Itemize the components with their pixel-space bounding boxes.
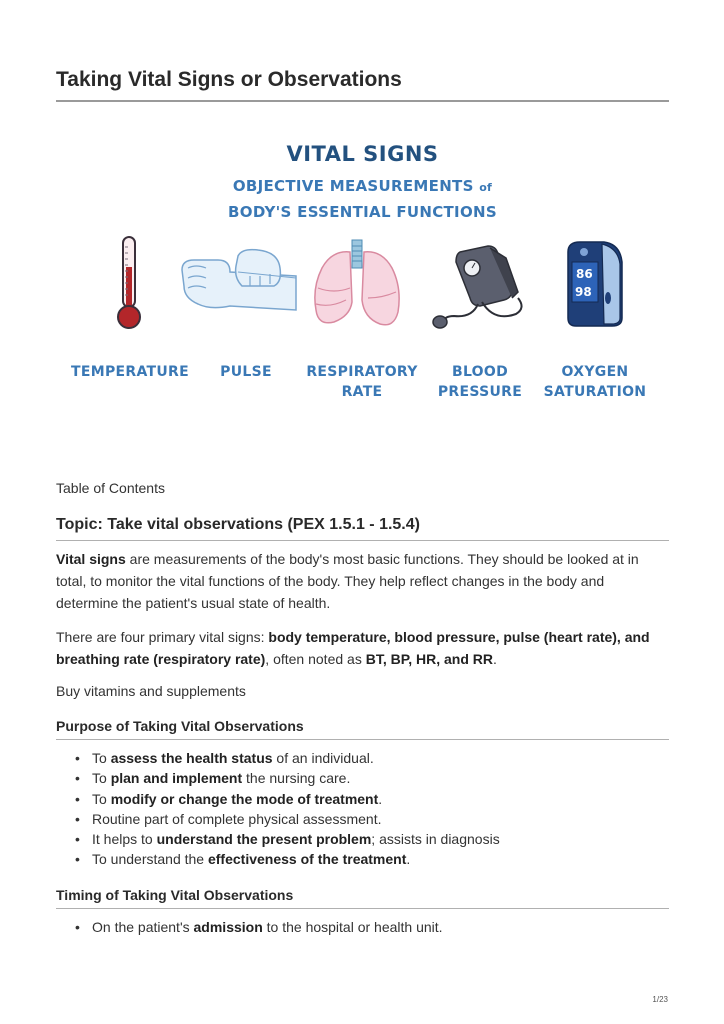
body-text: There are four primary vital signs: <box>56 629 269 645</box>
label-line: SATURATION <box>543 384 647 400</box>
item-bold: understand the present problem <box>156 831 372 848</box>
label-respiratory-rate <box>300 362 424 402</box>
list-item <box>92 849 704 869</box>
item-text: To <box>92 790 111 807</box>
body-text: , often noted as <box>265 651 366 667</box>
bold-text: body temperature, blood pressure, pulse (heart rate), and breathing rate (respiratory rate) <box>56 629 650 667</box>
infographic-title: VITAL SIGNS <box>286 142 439 166</box>
label-line: RATE <box>341 384 383 400</box>
item-text: ; assists in diagnosis <box>371 831 500 848</box>
sphygmomanometer-icon <box>432 242 528 330</box>
item-bold: assess the health status <box>110 750 273 766</box>
list-item <box>92 917 704 937</box>
oximeter-reading-top: 86 <box>576 267 593 281</box>
subtitle-of: of <box>479 181 493 194</box>
label-line: TEMPERATURE <box>71 364 189 380</box>
bold-text: Vital signs <box>56 551 126 567</box>
list-item <box>92 789 704 809</box>
item-bold: modify or change the mode of treatment <box>110 790 379 807</box>
item-text: It helps to <box>92 831 157 848</box>
vital-signs-infographic <box>56 130 669 420</box>
vital-signs-paragraph <box>56 548 668 614</box>
list-item <box>92 748 704 768</box>
four-vital-signs-paragraph <box>56 626 668 670</box>
list-item <box>92 829 704 849</box>
item-text: To <box>92 770 111 787</box>
bold-text: BT, BP, HR, and RR <box>365 651 494 667</box>
body-text: . <box>493 651 497 667</box>
thermometer-icon <box>114 235 144 331</box>
topic-heading: Topic: Take vital observations (PEX 1.5.1 - 1.5.4) <box>56 516 420 533</box>
item-text: Routine part of complete physical assessment. <box>92 810 382 827</box>
purpose-heading: Purpose of Taking Vital Observations <box>56 718 304 734</box>
timing-divider <box>56 908 669 909</box>
timing-heading: Timing of Taking Vital Observations <box>56 887 294 903</box>
table-of-contents-link[interactable]: Table of Contents <box>56 480 165 496</box>
label-line: PRESSURE <box>437 384 523 400</box>
item-text: the nursing care. <box>242 770 351 787</box>
label-line: RESPIRATORY <box>306 364 418 380</box>
label-pulse <box>206 362 286 382</box>
item-text: To understand the <box>92 851 208 868</box>
item-text: On the patient's <box>92 919 194 935</box>
title-divider <box>56 100 669 102</box>
item-text: to the hospital or health unit. <box>262 919 443 935</box>
page-number: 1/23 <box>652 995 668 1004</box>
item-bold: admission <box>193 919 263 935</box>
pulse-oximeter-icon <box>564 238 626 330</box>
wrist-pulse-icon <box>180 248 298 320</box>
item-text: of an individual. <box>272 750 374 766</box>
item-text: . <box>406 851 411 868</box>
item-bold: plan and implement <box>110 770 243 787</box>
purpose-divider <box>56 739 669 740</box>
item-text: . <box>378 790 383 807</box>
oximeter-reading-bottom: 98 <box>575 285 592 299</box>
label-line: OXYGEN <box>561 364 629 380</box>
label-blood-pressure <box>430 362 530 402</box>
topic-divider <box>56 540 669 541</box>
list-item <box>92 768 704 788</box>
label-temperature <box>66 362 194 382</box>
body-text: are measurements of the body's most basic functions. They should be looked at in total, to monitor the vital functions of the body. They help reflect changes in the body and determine the patient's usual state of health. <box>56 551 639 611</box>
page-title: Taking Vital Signs or Observations <box>56 68 402 91</box>
vitamins-link[interactable]: Buy vitamins and supplements <box>56 683 246 699</box>
purpose-list <box>56 748 704 870</box>
timing-list <box>56 917 704 937</box>
label-oxygen-saturation <box>540 362 650 402</box>
list-item <box>92 809 704 829</box>
lungs-icon <box>310 238 404 330</box>
item-text: To <box>92 750 111 766</box>
infographic-subtitle <box>56 174 669 224</box>
subtitle-line2: BODY'S ESSENTIAL FUNCTIONS <box>228 203 497 221</box>
item-bold: effectiveness of the treatment <box>207 851 407 868</box>
subtitle-line1: OBJECTIVE MEASUREMENTS <box>232 177 480 195</box>
label-line: PULSE <box>220 364 272 380</box>
label-line: BLOOD <box>451 364 509 380</box>
